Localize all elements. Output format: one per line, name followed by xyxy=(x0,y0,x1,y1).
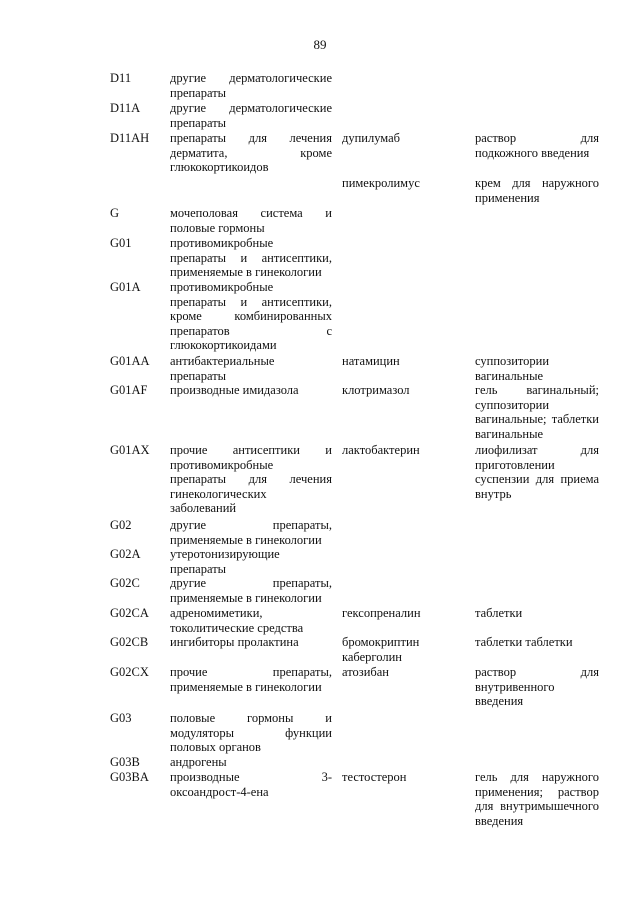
dosage-form: лиофилизат для приготовлении суспензии для приема внутрь xyxy=(475,443,599,501)
dosage-form: суппозитории вагинальные xyxy=(475,354,550,383)
atc-code: G02CB xyxy=(110,635,149,649)
drug-name: атозибан xyxy=(342,665,389,679)
atc-code: G02C xyxy=(110,576,140,590)
atc-code: G01AF xyxy=(110,383,148,397)
dosage-form: гель вагинальный; суппозитории вагинальные; таблетки вагинальные xyxy=(475,383,599,441)
atc-description: производные 3-оксоандрост-4-ена xyxy=(170,770,332,799)
atc-code: D11A xyxy=(110,101,141,115)
atc-description: препараты для лечения дерматита, кроме глюкокортикоидов xyxy=(170,131,332,174)
dosage-form: раствор для внутривенного введения xyxy=(475,665,599,708)
atc-code: D11 xyxy=(110,71,132,85)
atc-description: противомикробные препараты и антисептики, кроме комбинированных препаратов с глюкокортикоидами xyxy=(170,280,332,352)
drug-name: клотримазол xyxy=(342,383,410,397)
drug-name: пимекролимус xyxy=(342,176,420,190)
atc-description: прочие антисептики и противомикробные препараты для лечения гинекологических заболеваний xyxy=(170,443,332,515)
atc-code: G02A xyxy=(110,547,141,561)
atc-code: G01 xyxy=(110,236,132,250)
drug-name: дупилумаб xyxy=(342,131,401,145)
atc-description: другие дерматологические препараты xyxy=(170,71,332,100)
atc-description: прочие препараты, применяемые в гинекологии xyxy=(170,665,332,694)
atc-code: G01A xyxy=(110,280,141,294)
drug-name: тестостерон xyxy=(342,770,407,784)
atc-description: утеротонизирующие препараты xyxy=(170,547,280,576)
atc-description: другие препараты, применяемые в гинекологии xyxy=(170,576,332,605)
dosage-form: таблетки xyxy=(475,606,523,620)
atc-code: G xyxy=(110,206,120,220)
atc-code: G01AA xyxy=(110,354,150,368)
atc-code: G02CX xyxy=(110,665,149,679)
atc-code: G01AX xyxy=(110,443,150,457)
dosage-form: крем для наружного применения xyxy=(475,176,599,205)
atc-description: половые гормоны и модуляторы функции половых органов xyxy=(170,711,332,754)
atc-description: другие препараты, применяемые в гинекологии xyxy=(170,518,332,547)
dosage-form: раствор для подкожного введения xyxy=(475,131,599,160)
dosage-form: гель для наружного применения; раствор для внутримышечного введения xyxy=(475,770,599,828)
atc-description: другие дерматологические препараты xyxy=(170,101,332,130)
atc-description: производные имидазола xyxy=(170,383,299,397)
dosage-form: таблетки таблетки xyxy=(475,635,573,649)
atc-code: G03BA xyxy=(110,770,149,784)
drug-name: натамицин xyxy=(342,354,400,368)
atc-description: ингибиторы пролактина xyxy=(170,635,299,649)
atc-code: D11AH xyxy=(110,131,150,145)
atc-code: G03B xyxy=(110,755,140,769)
atc-description: противомикробные препараты и антисептики, применяемые в гинекологии xyxy=(170,236,332,279)
atc-description: антибактериальные препараты xyxy=(170,354,275,383)
drug-name: лактобактерин xyxy=(342,443,420,457)
page-number: 89 xyxy=(313,37,327,52)
atc-description: адреномиметики, токолитические средства xyxy=(170,606,304,635)
drug-name: бромокриптин каберголин xyxy=(342,635,420,664)
atc-description: андрогены xyxy=(170,755,227,769)
atc-code: G02CA xyxy=(110,606,149,620)
atc-code: G03 xyxy=(110,711,132,725)
atc-description: мочеполовая система и половые гормоны xyxy=(170,206,332,235)
atc-code: G02 xyxy=(110,518,132,532)
drug-name: гексопреналин xyxy=(342,606,421,620)
